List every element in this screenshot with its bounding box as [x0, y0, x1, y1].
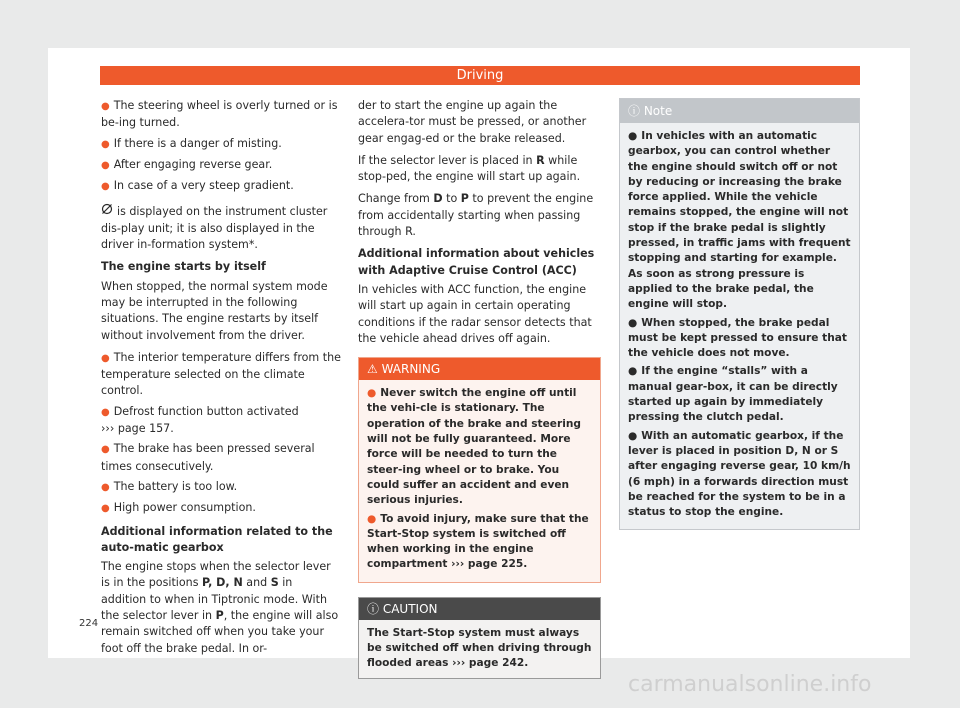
bullet-icon: ●	[101, 406, 110, 418]
bullet-icon: ●	[628, 365, 638, 378]
paragraph: If the selector lever is placed in R while stop-ped, the engine will start up again.	[358, 153, 581, 184]
page-link[interactable]: ››› page 157.	[101, 422, 174, 436]
bullet-icon: ●	[628, 316, 638, 329]
column-3	[619, 98, 860, 530]
column-2	[358, 98, 601, 679]
list-item: ● In vehicles with an automatic gearbox, you can control whether the engine should switch off or not by reducing or increasing the brake force applied. While the vehicle remains stopped, the engine will not stop if the brake pedal is slightly pressed, in traffic jams with frequent stopping and starting for example. As soon as strong pressure is applied to the brake pedal, the engine will stop.	[628, 130, 851, 311]
paragraph: When stopped, the normal system mode may be interrupted in the following situations. The engine restarts by itself without involvement from the driver.	[101, 279, 328, 342]
list-item: ● The interior temperature differs from the temperature selected on the climate control.	[101, 350, 341, 398]
warning-title-bar: ⚠ WARNING	[359, 358, 600, 380]
list-item: ● With an automatic gearbox, if the lever is placed in position D, N or S after engaging reverse gear, 10 km/h (6 mph) in a forwards direction must be reached for the system to be in a status to stop the engine.	[628, 429, 851, 519]
list-item: ● After engaging reverse gear.	[101, 157, 273, 171]
bullet-icon: ●	[101, 138, 110, 150]
bullet-icon: ●	[101, 101, 110, 112]
section-title: Driving	[456, 68, 504, 83]
bullet-icon: ●	[101, 503, 110, 515]
display-paragraph: is displayed on the instrument cluster dis-play unit; it is also displayed in the driver in-formation system*.	[101, 205, 328, 252]
list-item: ● When stopped, the brake pedal must be kept pressed to ensure that the vehicle does not move.	[628, 316, 847, 360]
list-item: ● High power consumption.	[101, 501, 256, 515]
note-box	[619, 98, 860, 530]
paragraph: der to start the engine up again the accelera-tor must be pressed, or another gear engag-ed or the brake released.	[358, 99, 587, 145]
start-stop-icon	[101, 203, 113, 220]
bullet-icon: ●	[101, 352, 110, 364]
note-body	[620, 123, 859, 529]
bullet-icon: ●	[367, 512, 377, 525]
caution-title-bar: ⓘ CAUTION	[359, 598, 600, 620]
list-item: ● Defrost function button activated ››› page 157.	[101, 404, 299, 436]
section-header	[100, 66, 860, 85]
list-item: ● To avoid injury, make sure that the Start-Stop system is switched off when working in the engine compartment ››› page 225.	[367, 512, 589, 571]
bullet-icon: ●	[367, 387, 377, 400]
heading-engine-starts: The engine starts by itself	[101, 260, 266, 274]
bullet-icon: ●	[101, 481, 110, 493]
column-1	[101, 98, 341, 663]
paragraph: In vehicles with ACC function, the engine will start up again in certain operating conditions if the radar sensor detects that the vehicle ahead drives off again.	[358, 282, 592, 345]
bullet-icon: ●	[101, 181, 110, 193]
list-item: ● Never switch the engine off until the vehi-cle is stationary. The operation of the brake and steering will not be fully guaranteed. More force will be needed to turn the steer-ing wheel or to brake. You could suffer an accident and even serious injuries.	[367, 387, 581, 507]
warning-icon: ⚠	[367, 362, 382, 377]
caution-icon: ⓘ	[367, 601, 383, 616]
caution-body: The Start-Stop system must always be switched off when driving through flooded areas ››› page 242.	[367, 626, 592, 670]
list-item: ● If the engine “stalls” with a manual gear-box, it can be directly started up again by immediately pressing the clutch pedal.	[628, 365, 838, 424]
list-item: ● If there is a danger of misting.	[101, 136, 282, 150]
bullet-icon: ●	[628, 130, 638, 142]
heading-automatic-gearbox: Additional information related to the auto-matic gearbox	[101, 524, 333, 554]
bullet-icon: ●	[101, 444, 110, 456]
warning-box	[358, 357, 601, 583]
list-item: ● The brake has been pressed several times consecutively.	[101, 442, 315, 473]
note-icon: ⓘ	[628, 104, 644, 118]
watermark: carmanualsonline.info	[628, 672, 872, 697]
list-item: ● In case of a very steep gradient.	[101, 179, 294, 193]
caution-box	[358, 597, 601, 679]
note-title-bar: ⓘ Note	[620, 99, 859, 123]
heading-acc: Additional information about vehicles with Adaptive Cruise Control (ACC)	[358, 247, 595, 277]
paragraph: The engine stops when the selector lever is in the positions P, D, N and S in addition to when in Tiptronic mode. With the selector lever in P, the engine will also remain switched off when you take your foot off the brake pedal. In or-	[101, 560, 339, 655]
list-item: ● The steering wheel is overly turned or is be-ing turned.	[101, 99, 338, 130]
list-item: ● The battery is too low.	[101, 479, 238, 493]
page-number: 224	[79, 618, 99, 629]
bullet-icon: ●	[628, 429, 638, 442]
warning-body	[359, 380, 600, 582]
bullet-icon: ●	[101, 159, 110, 171]
paragraph: Change from D to P to prevent the engine from accidentally starting when passing through R.	[358, 192, 594, 239]
